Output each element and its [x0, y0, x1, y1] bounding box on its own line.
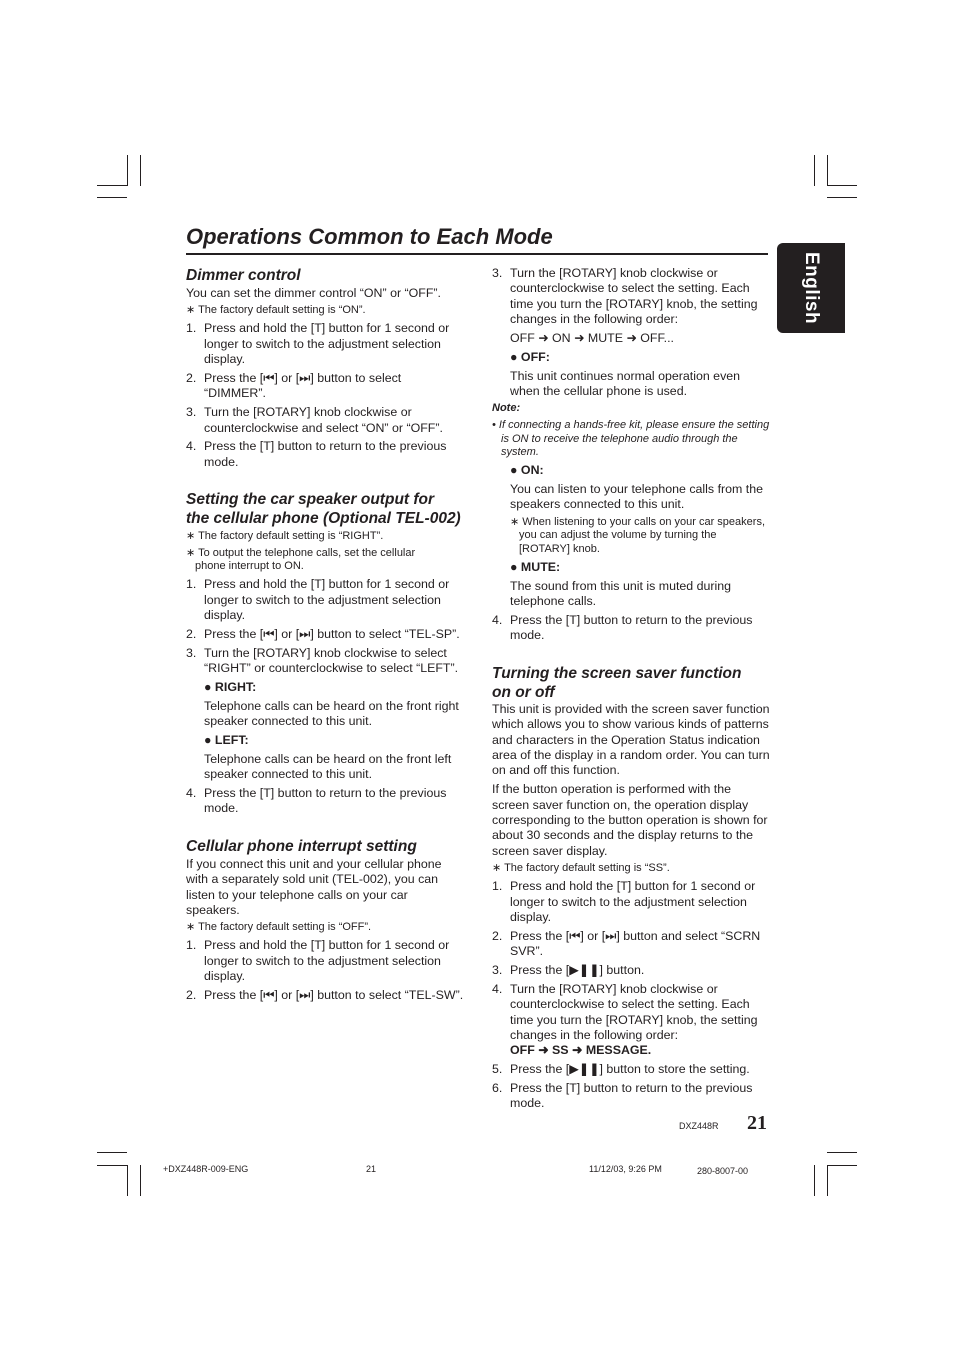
list-item: 5. Press the [▶❚❚] button to store the setting. [492, 1062, 750, 1077]
model-number: DXZ448R [679, 1121, 719, 1131]
crop-mark [827, 1165, 857, 1166]
interrupt-order: OFF ➜ ON ➜ MUTE ➜ OFF... [510, 331, 674, 346]
mute-option-text: The sound from this unit is muted during telephone calls. [510, 578, 732, 609]
left-option-text: Telephone calls can be heard on the front left speaker connected to this unit. [204, 751, 452, 782]
crop-mark [827, 1165, 828, 1196]
saver-paragraph-1: This unit is provided with the screen saver function which allows you to show various kinds of patterns and characters in the Operation Status indication area of the display in a random order. You can turn on and off this function. [492, 701, 770, 778]
list-item: 3. Press the [▶❚❚] button. [492, 963, 645, 978]
list-item: 3. Turn the [ROTARY] knob clockwise or counterclockwise and select “ON” or “OFF”. [186, 405, 443, 435]
footer-part-number: 280-8007-00 [697, 1166, 749, 1176]
list-item: 4. Press the [T] button to return to the previous mode. [186, 439, 447, 469]
title-rule [186, 253, 768, 255]
list-item: 4. Turn the [ROTARY] knob clockwise or counterclockwise to select the setting. Each time you turn the [ROTARY] knob, the setting changes in the following order: [492, 981, 758, 1043]
crop-mark [97, 197, 127, 198]
list-item: 1. Press and hold the [T] button for 1 second or longer to switch to the adjustment selection display. [186, 577, 450, 623]
footer-sheet: 21 [366, 1164, 377, 1174]
language-tab [777, 243, 845, 333]
on-option-text: You can listen to your telephone calls from the speakers connected to this unit. [510, 481, 764, 512]
crop-mark [97, 1152, 127, 1153]
dimmer-intro: You can set the dimmer control “ON” or “OFF”. [186, 286, 441, 300]
footer-file: +DXZ448R-009-ENG [163, 1164, 249, 1174]
list-item: 1. Press and hold the [T] button for 1 second or longer to switch to the adjustment selection display. [186, 321, 450, 367]
speaker-note: ∗ To output the telephone calls, set the cellular phone interrupt to ON. [186, 546, 416, 573]
crop-mark [814, 1165, 815, 1196]
list-item: 3. Turn the [ROTARY] knob clockwise or counterclockwise to select the setting. Each time you turn the [ROTARY] knob, the setting changes in the following order: [492, 266, 758, 327]
crop-mark [814, 155, 815, 186]
crop-mark [827, 197, 857, 198]
footer-datetime: 11/12/03, 9:26 PM [589, 1164, 662, 1174]
crop-mark [97, 185, 127, 186]
dimmer-heading: Dimmer control [186, 267, 301, 284]
off-option-label: ● OFF: [510, 349, 550, 364]
list-item: 6. Press the [T] button to return to the previous mode. [492, 1081, 753, 1111]
note-heading: Note: [492, 402, 521, 415]
crop-mark [827, 1152, 857, 1153]
crop-mark [827, 155, 828, 186]
saver-paragraph-2: If the button operation is performed with the screen saver function on, the operation display corresponding to the button operation is shown for about 30 seconds and the display returns to the screen saver display. [492, 782, 768, 858]
list-item: 4. Press the [T] button to return to the previous mode. [186, 786, 447, 816]
left-option-label: ● LEFT: [204, 733, 249, 747]
interrupt-heading: Cellular phone interrupt setting [186, 837, 417, 855]
right-column [492, 266, 770, 1112]
speaker-heading: Setting the car speaker output for the cellular phone (Optional TEL-002) [186, 491, 461, 528]
page-number: 21 [747, 1112, 767, 1134]
on-option-label: ● ON: [510, 463, 544, 478]
language-tab-label: English [801, 251, 822, 325]
left-column [186, 266, 464, 1003]
crop-mark [127, 155, 128, 186]
off-option-text: This unit continues normal operation even when the cellular phone is used. [510, 368, 741, 399]
saver-heading: Turning the screen saver function on or off [492, 664, 742, 701]
note-text: • If connecting a hands-free kit, please ensure the setting is ON to receive the telephone audio through the system. [492, 419, 770, 459]
saver-order: OFF ➜ SS ➜ MESSAGE. [510, 1043, 652, 1058]
list-item: 3. Turn the [ROTARY] knob clockwise to select “RIGHT” or counterclockwise to select “LEFT”. [186, 645, 459, 676]
list-item: 2. Press the [⏮] or [⏭] button to select “TEL-SW”. [186, 988, 464, 1003]
list-item: 2. Press the [⏮] or [⏭] button to select “TEL-SP”. [186, 627, 460, 641]
list-item: 4. Press the [T] button to return to the previous mode. [492, 612, 753, 643]
interrupt-factory-note: ∗ The factory default setting is “OFF”. [186, 921, 372, 934]
list-item: 2. Press the [⏮] or [⏭] button to select “DIMMER”. [186, 371, 402, 401]
crop-mark [140, 1165, 141, 1196]
list-item: 1. Press and hold the [T] button for 1 second or longer to switch to the adjustment selection display. [186, 938, 450, 984]
crop-mark [140, 155, 141, 186]
list-item: 1. Press and hold the [T] button for 1 second or longer to switch to the adjustment selection display. [492, 879, 756, 925]
speaker-factory-note: ∗ The factory default setting is “RIGHT”. [186, 530, 384, 543]
crop-mark [127, 1165, 128, 1196]
list-item: 2. Press the [⏮] or [⏭] button and select “SCRN SVR”. [492, 928, 761, 959]
right-option-label: ● RIGHT: [204, 680, 257, 694]
on-option-note: ∗ When listening to your calls on your car speakers, you can adjust the volume by turning the [ROTARY] knob. [510, 515, 765, 555]
crop-mark [97, 1165, 127, 1166]
interrupt-intro: If you connect this unit and your cellular phone with a separately sold unit (TEL-002), you can listen to your telephone calls on your car speakers. [186, 856, 442, 918]
saver-factory-note: ∗ The factory default setting is “SS”. [492, 862, 670, 875]
dimmer-factory-note: ∗ The factory default setting is “ON”. [186, 304, 366, 317]
right-option-text: Telephone calls can be heard on the front right speaker connected to this unit. [204, 698, 459, 729]
page-title: Operations Common to Each Mode [186, 224, 553, 249]
crop-mark [827, 185, 857, 186]
mute-option-label: ● MUTE: [510, 559, 561, 574]
